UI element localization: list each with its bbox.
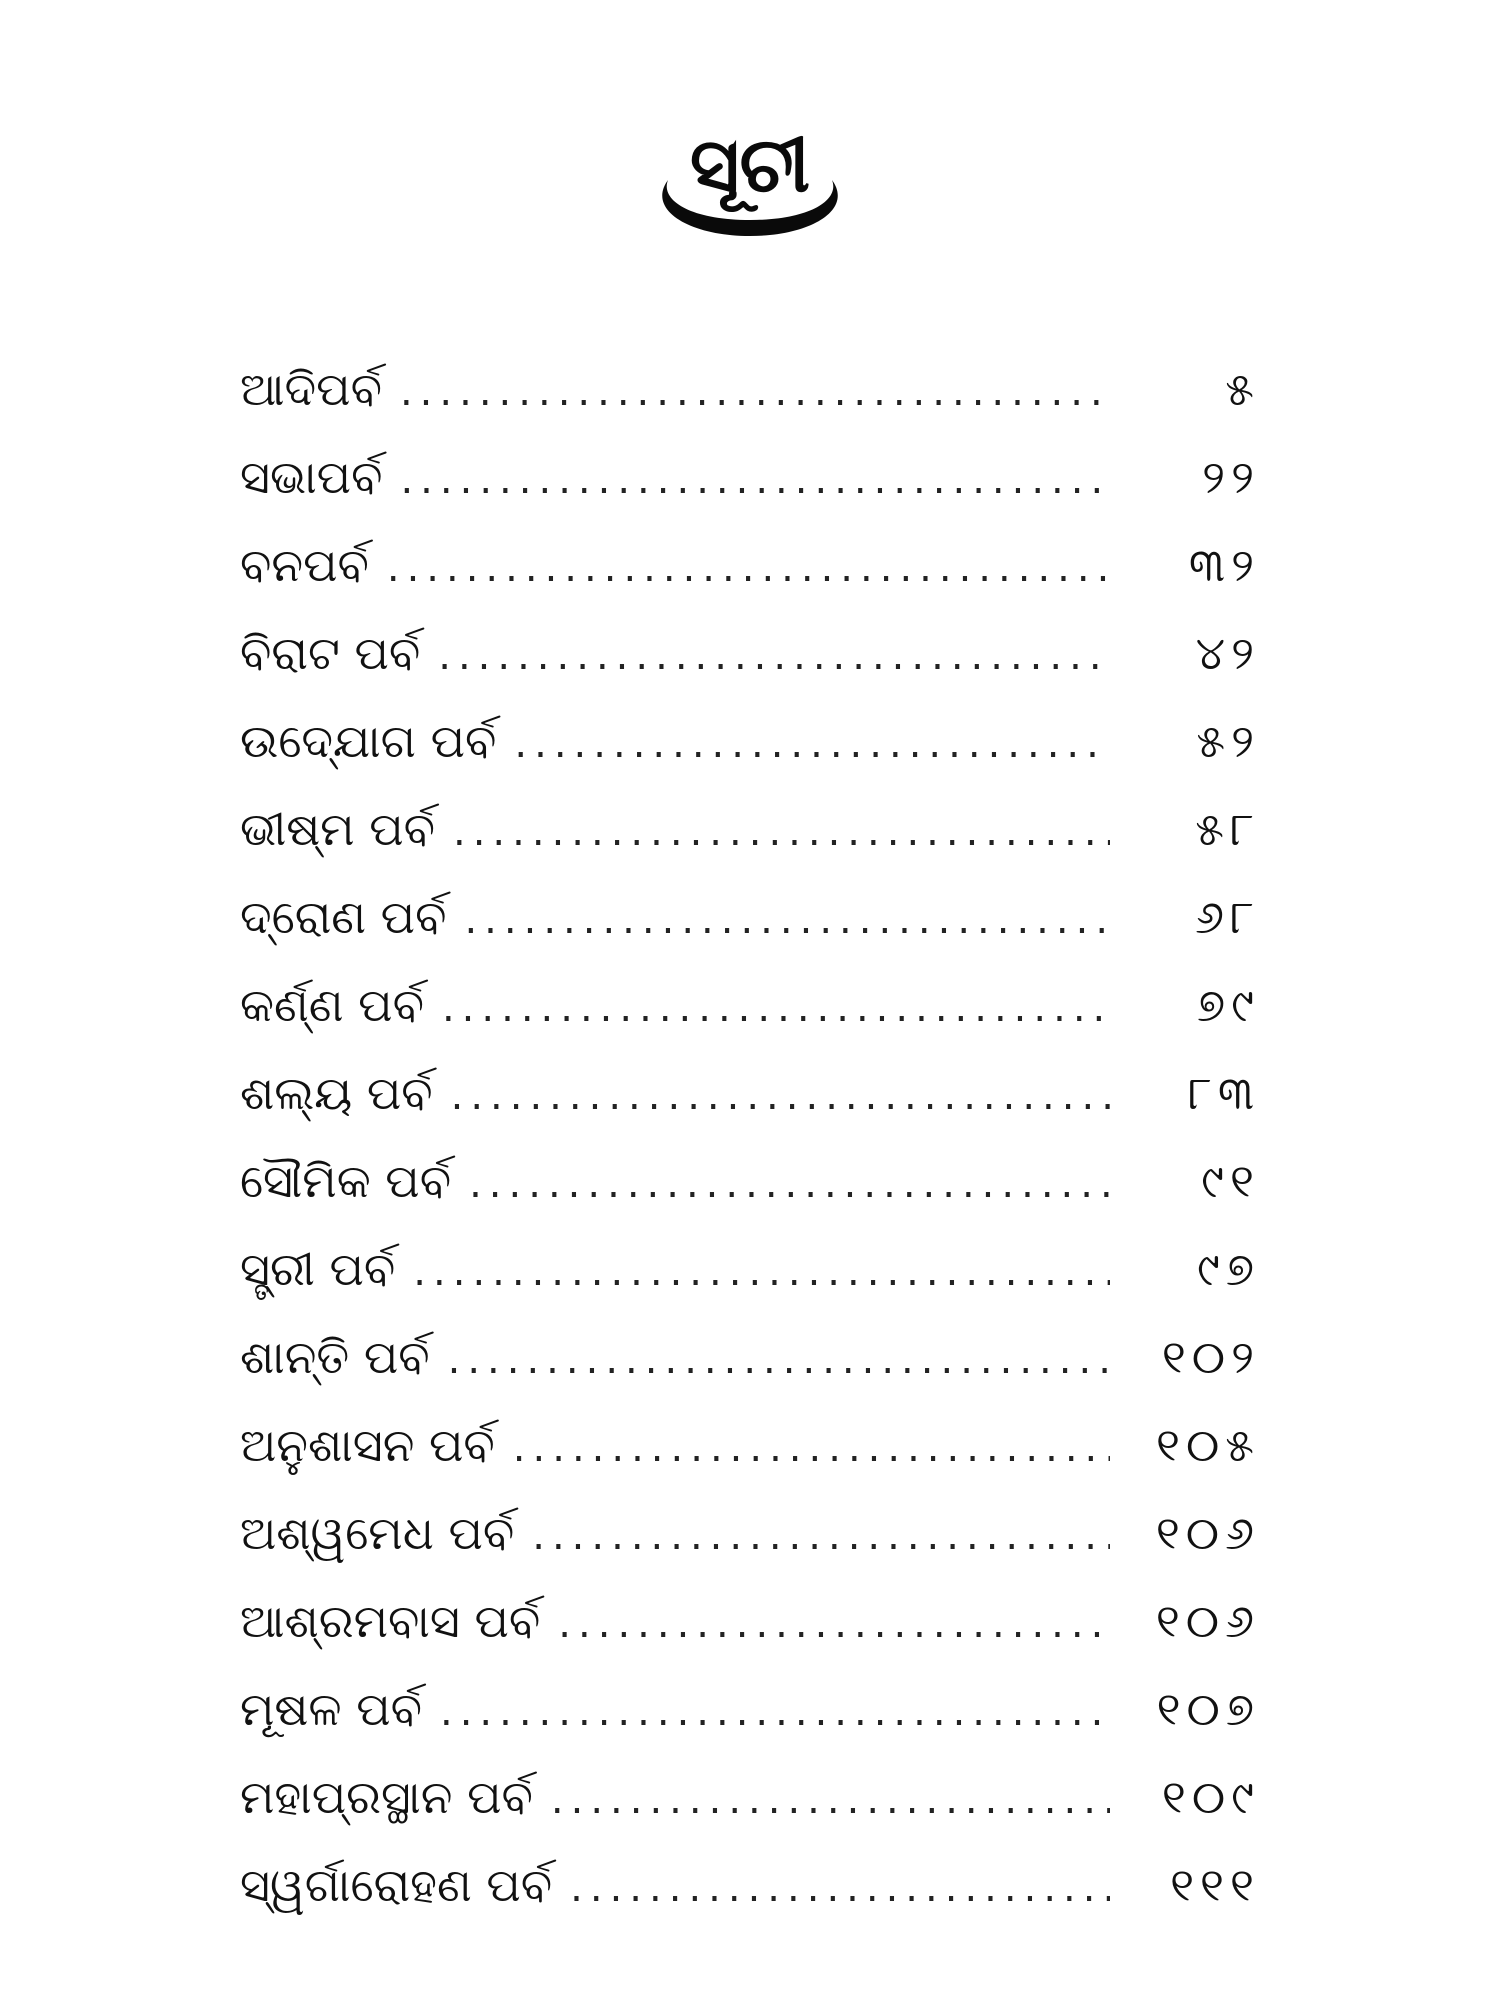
toc-entry-page-number: ୭୯ bbox=[1196, 978, 1260, 1032]
toc-entry-title: ମହାପ୍ରସ୍ଥାନ ପର୍ବ bbox=[240, 1770, 533, 1824]
toc-leader-dots bbox=[400, 348, 1110, 436]
toc-leader-dots bbox=[558, 1580, 1110, 1668]
toc-entry bbox=[240, 1841, 1260, 1929]
toc-entry-title: ଆଶ୍ରମବାସ ପର୍ବ bbox=[240, 1594, 541, 1648]
toc-entry-page-number: ୨୨ bbox=[1202, 450, 1260, 504]
toc-entry-title: ବନପର୍ବ bbox=[240, 538, 369, 592]
toc-entry-title: ଦ୍ରୋଣ ପର୍ବ bbox=[240, 890, 447, 944]
toc-entry-page-number: ୬୮ bbox=[1195, 890, 1260, 944]
toc-entry bbox=[240, 1049, 1260, 1137]
toc-entry bbox=[240, 1401, 1260, 1489]
toc-leader-dots bbox=[514, 700, 1110, 788]
toc-entry bbox=[240, 961, 1260, 1049]
toc-entry bbox=[240, 1489, 1260, 1577]
toc-leader-dots bbox=[453, 788, 1110, 876]
toc-entry bbox=[240, 785, 1260, 873]
toc-entry bbox=[240, 521, 1260, 609]
toc-entry-title: କର୍ଣ୍ଣ ପର୍ବ bbox=[240, 978, 424, 1032]
toc-entry-page-number: ୫ bbox=[1225, 362, 1260, 416]
toc-leader-dots bbox=[513, 1404, 1110, 1492]
toc-leader-dots bbox=[440, 1668, 1110, 1756]
toc-entry-title: ମୂଷଳ ପର୍ବ bbox=[240, 1682, 422, 1736]
toc-entry-title: ଉଦ୍ଯୋଗ ପର୍ବ bbox=[240, 714, 497, 768]
toc-entry-page-number: ୧୦୭ bbox=[1156, 1682, 1260, 1736]
toc-entry-title: ବିରାଟ ପର୍ବ bbox=[240, 626, 421, 680]
toc-entry bbox=[240, 1577, 1260, 1665]
table-of-contents bbox=[240, 345, 1260, 1929]
toc-entry-title: ଶାନ୍ତି ପର୍ବ bbox=[240, 1330, 430, 1384]
toc-entry-page-number: ୪୨ bbox=[1195, 626, 1260, 680]
toc-leader-dots bbox=[551, 1756, 1110, 1844]
toc-entry bbox=[240, 1753, 1260, 1841]
toc-entry bbox=[240, 697, 1260, 785]
title-block bbox=[640, 110, 860, 250]
toc-entry bbox=[240, 1313, 1260, 1401]
toc-leader-dots bbox=[400, 436, 1110, 524]
toc-leader-dots bbox=[570, 1844, 1110, 1932]
toc-entry-title: ଶଲ୍ୟ ପର୍ବ bbox=[240, 1066, 433, 1120]
toc-entry-title: ଅନୁଶାସନ ପର୍ବ bbox=[240, 1418, 495, 1472]
toc-leader-dots bbox=[438, 612, 1110, 700]
toc-entry bbox=[240, 345, 1260, 433]
toc-entry-title: ସ୍ତ୍ରୀ ପର୍ବ bbox=[240, 1242, 396, 1296]
toc-leader-dots bbox=[413, 1228, 1110, 1316]
toc-entry-page-number: ୩୨ bbox=[1188, 538, 1260, 592]
toc-leader-dots bbox=[469, 1140, 1110, 1228]
toc-entry bbox=[240, 1225, 1260, 1313]
toc-entry-title: ଅଶ୍ୱମେଧ ପର୍ବ bbox=[240, 1506, 515, 1560]
toc-leader-dots bbox=[464, 876, 1110, 964]
toc-leader-dots bbox=[451, 1052, 1110, 1140]
toc-entry-page-number: ୧୧୧ bbox=[1170, 1858, 1260, 1912]
toc-entry-title: ସଭାପର୍ବ bbox=[240, 450, 383, 504]
toc-entry-page-number: ୧୦୬ bbox=[1155, 1594, 1260, 1648]
toc-entry-page-number: ୯୭ bbox=[1196, 1242, 1260, 1296]
toc-leader-dots bbox=[448, 1316, 1110, 1404]
toc-entry-page-number: ୧୦୬ bbox=[1155, 1506, 1260, 1560]
toc-entry-page-number: ୫୨ bbox=[1196, 714, 1260, 768]
toc-leader-dots bbox=[442, 964, 1110, 1052]
toc-entry-title: ଆଦିପର୍ବ bbox=[240, 362, 382, 416]
toc-leader-dots bbox=[387, 524, 1110, 612]
toc-entry-page-number: ୧୦୫ bbox=[1156, 1418, 1260, 1472]
toc-entry-page-number: ୮୩ bbox=[1187, 1066, 1260, 1120]
toc-entry-page-number: ୧୦୯ bbox=[1161, 1770, 1260, 1824]
toc-entry-page-number: ୯୧ bbox=[1201, 1154, 1260, 1208]
toc-leader-dots bbox=[532, 1492, 1110, 1580]
page-title: ସୂଚୀ bbox=[689, 120, 811, 209]
toc-entry bbox=[240, 1665, 1260, 1753]
toc-entry-title: ଭୀଷ୍ମ ପର୍ବ bbox=[240, 802, 435, 856]
toc-entry-title: ସ୍ୱର୍ଗାରୋହଣ ପର୍ବ bbox=[240, 1858, 553, 1912]
toc-entry-title: ସୌମିକ ପର୍ବ bbox=[240, 1154, 452, 1208]
toc-entry bbox=[240, 873, 1260, 961]
toc-entry bbox=[240, 433, 1260, 521]
toc-entry-page-number: ୧୦୨ bbox=[1161, 1330, 1260, 1384]
toc-entry-page-number: ୫୮ bbox=[1195, 802, 1260, 856]
toc-entry bbox=[240, 1137, 1260, 1225]
toc-entry bbox=[240, 609, 1260, 697]
